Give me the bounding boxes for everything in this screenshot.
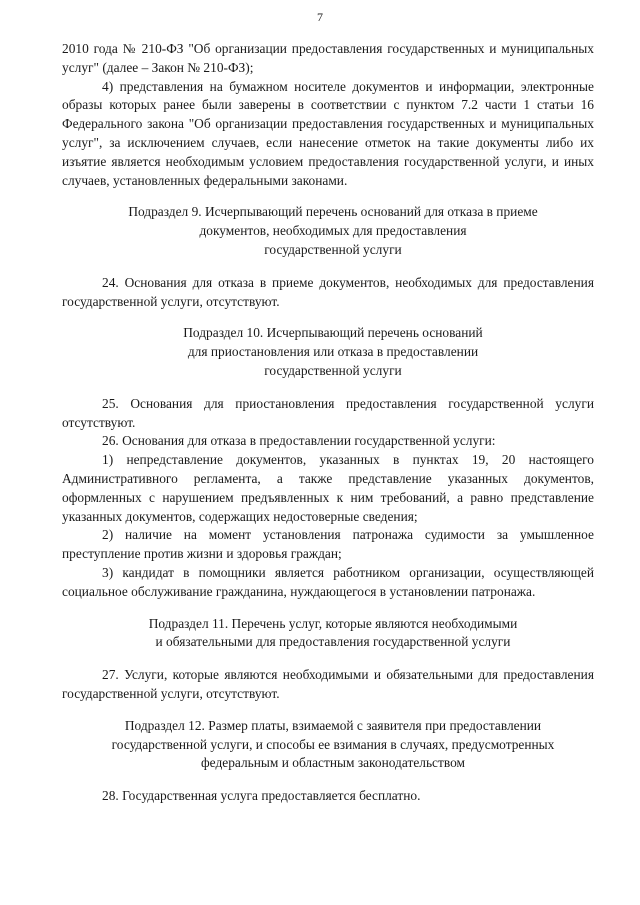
subsection-10-heading-line: Подраздел 10. Исчерпывающий перечень оснований: [183, 325, 483, 341]
paragraph-24: 24. Основания для отказа в приеме документов, необходимых для предоставления государственной услуги, отсутствуют.: [62, 274, 594, 309]
paragraph-item-4: 4) представления на бумажном носителе документов и информации, электронные образы которых ранее были заверены в соответствии с пунктом 7.2 части 1 статьи 16 Федерального закона "Об организации предоставления государственных и муниципальных услуг", за исключением случаев, если нанесение отметок на такие документы либо их изъятие является необходимым условием предоставления государственной услуги, и иных случаев, установленных федеральными законами.: [62, 78, 594, 188]
subsection-11-heading-line: Подраздел 11. Перечень услуг, которые являются необходимыми: [148, 615, 518, 631]
subsection-12-heading-line: государственной услуги, и способы ее взимания в случаях, предусмотренных: [111, 736, 555, 752]
subsection-10-heading: [62, 324, 594, 380]
paragraph-26-item-3: 3) кандидат в помощники является работником организации, осуществляющей социальное обслуживание гражданина, нуждающегося в установлении патронажа.: [62, 564, 594, 599]
subsection-9-heading: [62, 203, 594, 259]
page-number: 7: [317, 10, 323, 24]
subsection-9-heading-line: государственной услуги: [264, 241, 402, 257]
subsection-12-heading-line: федеральным и областным законодательством: [201, 755, 465, 771]
subsection-10-heading-line: государственной услуги: [264, 362, 402, 378]
paragraph-27: 27. Услуги, которые являются необходимыми и обязательными для предоставления государственной услуги, отсутствуют.: [62, 667, 594, 701]
paragraph-26-item-1: 1) непредставление документов, указанных в пунктах 19, 20 настоящего Административного регламента, а также представление указанных документов, оформленных с нарушением предъявленных к ним требований, а равно представление указанных документов, содержащих недостоверные сведения;: [62, 452, 594, 524]
subsection-11-heading: [62, 615, 594, 653]
subsection-12-heading-line: Подраздел 12. Размер платы, взимаемой с заявителя при предоставлении: [124, 717, 542, 733]
subsection-12-heading: [62, 717, 594, 773]
paragraph-25: 25. Основания для приостановления предоставления государственной услуги отсутствуют.: [62, 395, 594, 430]
subsection-9-heading-line: Подраздел 9. Исчерпывающий перечень оснований для отказа в приеме: [128, 204, 538, 220]
paragraph-28: 28. Государственная услуга предоставляется бесплатно.: [102, 788, 421, 804]
paragraph-26-item-2: 2) наличие на момент установления патронажа судимости за умышленное преступление против жизни и здоровья граждан;: [62, 527, 594, 562]
subsection-11-heading-line: и обязательными для предоставления государственной услуги: [155, 634, 511, 650]
document-body: [62, 40, 594, 806]
subsection-10-heading-line: для приостановления или отказа в предоставлении: [187, 344, 479, 360]
paragraph-26: 26. Основания для отказа в предоставлении государственной услуги:: [102, 433, 496, 449]
subsection-9-heading-line: документов, необходимых для предоставления: [199, 223, 467, 239]
paragraph-continued: 2010 года № 210-ФЗ "Об организации предоставления государственных и муниципальных услуг" (далее – Закон № 210-ФЗ);: [62, 41, 594, 75]
